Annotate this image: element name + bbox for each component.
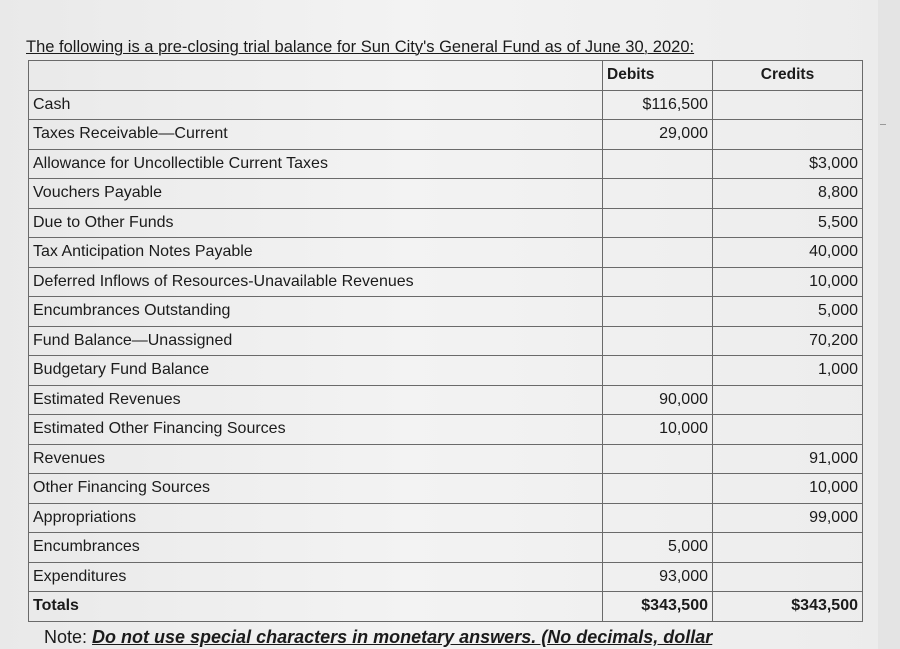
row-label: Allowance for Uncollectible Current Taxes [29, 149, 603, 179]
trial-balance-table [28, 60, 863, 622]
row-label: Fund Balance—Unassigned [29, 326, 603, 356]
row-credit: 40,000 [713, 238, 863, 268]
row-credit [713, 90, 863, 120]
row-credit: 10,000 [713, 267, 863, 297]
table-row [29, 120, 863, 150]
row-label: Encumbrances Outstanding [29, 297, 603, 327]
row-label: Appropriations [29, 503, 603, 533]
row-debit: 29,000 [603, 120, 713, 150]
row-label: Taxes Receivable—Current [29, 120, 603, 150]
row-credit [713, 385, 863, 415]
table-row [29, 297, 863, 327]
row-label: Tax Anticipation Notes Payable [29, 238, 603, 268]
row-credit: 5,000 [713, 297, 863, 327]
row-debit [603, 326, 713, 356]
row-credit [713, 533, 863, 563]
note-prefix: Note: [44, 627, 93, 647]
totals-row [29, 592, 863, 622]
table-row [29, 385, 863, 415]
row-debit [603, 503, 713, 533]
intro-text: The following is a pre-closing trial balance for Sun City's General Fund as of June 30, 2020: [26, 38, 695, 56]
row-label: Estimated Other Financing Sources [29, 415, 603, 445]
row-credit: 99,000 [713, 503, 863, 533]
row-debit [603, 297, 713, 327]
row-credit: 5,500 [713, 208, 863, 238]
row-label: Revenues [29, 444, 603, 474]
row-label: Due to Other Funds [29, 208, 603, 238]
row-credit: 70,200 [713, 326, 863, 356]
row-debit: $116,500 [603, 90, 713, 120]
table-row [29, 356, 863, 386]
photo-right-edge [878, 0, 900, 649]
row-label: Cash [29, 90, 603, 120]
table-row [29, 208, 863, 238]
table-row [29, 415, 863, 445]
table-row [29, 503, 863, 533]
row-credit: 8,800 [713, 179, 863, 209]
row-credit: $3,000 [713, 149, 863, 179]
row-credit: 1,000 [713, 356, 863, 386]
table-row [29, 533, 863, 563]
header-credits: Credits [713, 61, 863, 91]
note-text [44, 627, 712, 648]
table-row [29, 444, 863, 474]
table-row [29, 562, 863, 592]
header-debits: Debits [603, 61, 713, 91]
row-debit [603, 179, 713, 209]
header-blank [29, 61, 603, 91]
row-debit [603, 238, 713, 268]
row-credit [713, 120, 863, 150]
row-debit: 90,000 [603, 385, 713, 415]
table-body [29, 90, 863, 592]
table-row [29, 90, 863, 120]
row-credit: 91,000 [713, 444, 863, 474]
row-label: Deferred Inflows of Resources-Unavailable Revenues [29, 267, 603, 297]
header-row [29, 61, 863, 91]
totals-label: Totals [29, 592, 603, 622]
note-emphasis: Do not use special characters in monetary answers. (No decimals, dollar [92, 627, 713, 647]
edge-mark [880, 124, 886, 125]
row-label: Budgetary Fund Balance [29, 356, 603, 386]
row-label: Expenditures [29, 562, 603, 592]
table-row [29, 474, 863, 504]
row-label: Estimated Revenues [29, 385, 603, 415]
row-debit [603, 149, 713, 179]
row-credit: 10,000 [713, 474, 863, 504]
totals-debit: $343,500 [603, 592, 713, 622]
row-debit: 5,000 [603, 533, 713, 563]
row-debit [603, 208, 713, 238]
row-debit [603, 356, 713, 386]
table-row [29, 326, 863, 356]
row-debit [603, 444, 713, 474]
table-row [29, 238, 863, 268]
row-debit [603, 474, 713, 504]
row-label: Encumbrances [29, 533, 603, 563]
table-row [29, 179, 863, 209]
row-label: Vouchers Payable [29, 179, 603, 209]
table-row [29, 267, 863, 297]
table-row [29, 149, 863, 179]
row-label: Other Financing Sources [29, 474, 603, 504]
totals-credit: $343,500 [713, 592, 863, 622]
row-credit [713, 562, 863, 592]
row-debit [603, 267, 713, 297]
row-debit: 10,000 [603, 415, 713, 445]
row-credit [713, 415, 863, 445]
row-debit: 93,000 [603, 562, 713, 592]
